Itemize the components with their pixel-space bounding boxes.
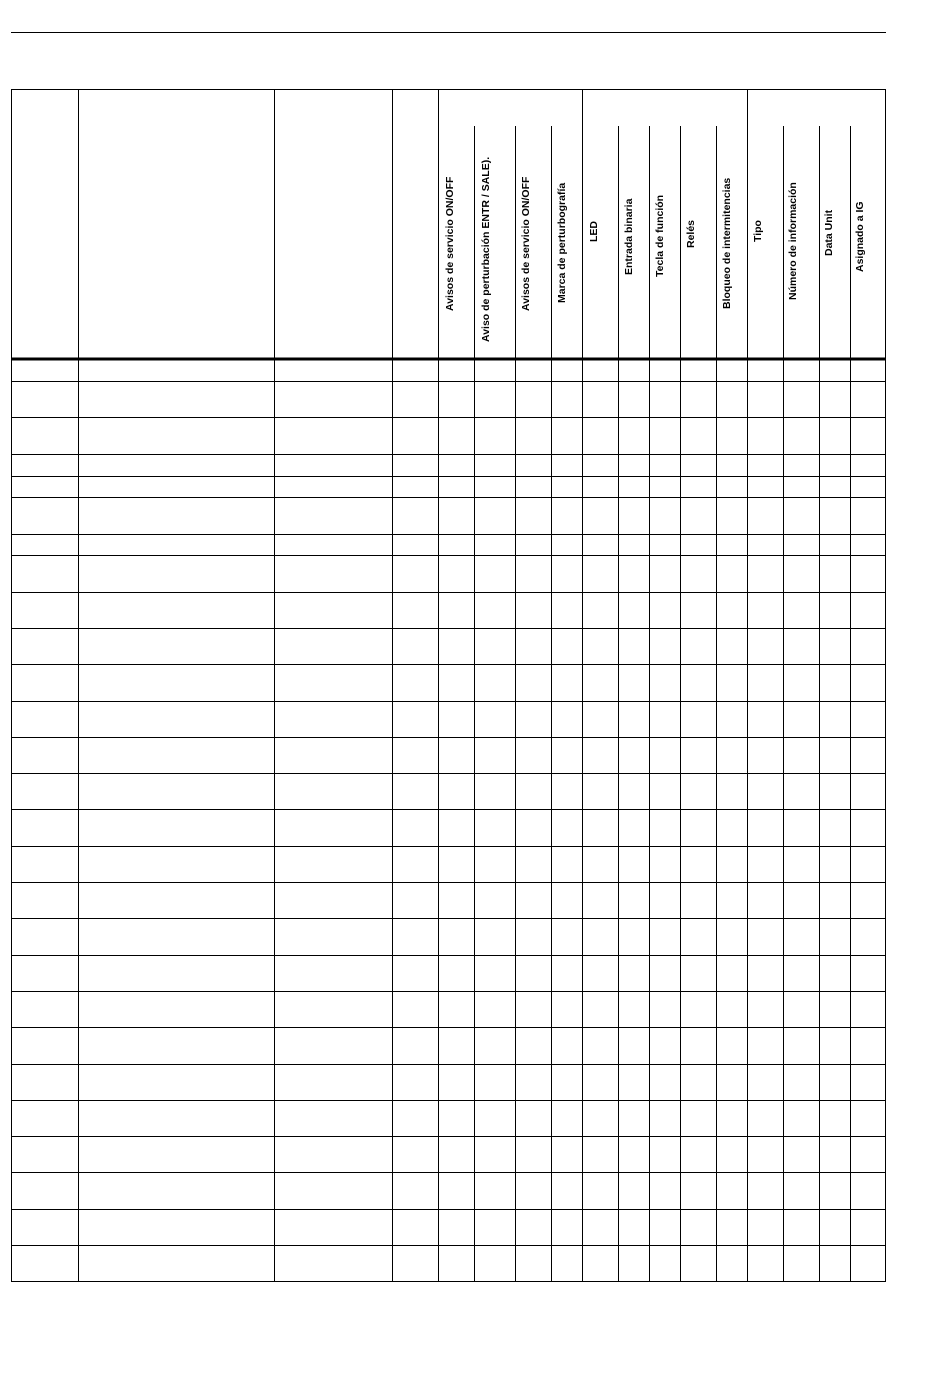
header-label: Marca de perturbografía [556, 182, 568, 303]
allocation-table [11, 89, 886, 1282]
header-label: Número de información [787, 182, 799, 300]
header-label: Data Unit [823, 209, 835, 256]
header-label: Aviso de perturbación ENTR / SALE). [480, 156, 492, 342]
header-label: Relés [685, 219, 697, 248]
header-label: Avisos de servicio ON/OFF [520, 176, 532, 311]
header-label: LED [588, 221, 600, 242]
header-label: Asignado a IG [854, 201, 866, 272]
header-label: Entrada binaria [623, 198, 635, 275]
header-label: Tipo [752, 220, 764, 242]
header-label: Tecla de función [654, 194, 666, 277]
header-label: Bloqueo de intermitencias [721, 177, 733, 309]
header-label: Avisos de servicio ON/OFF [444, 176, 456, 311]
page-top-rule [11, 32, 886, 33]
